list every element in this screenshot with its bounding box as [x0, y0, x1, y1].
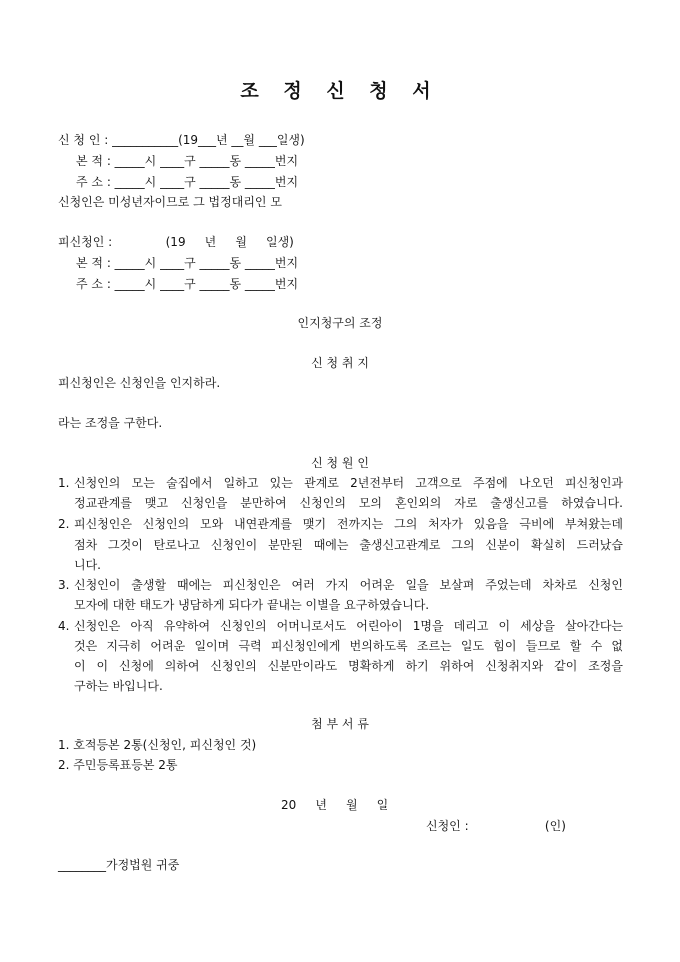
reason-line: 정교관계를 맺고 신청인을 분만하여 신청인의 모의 혼인외의 자로 출생신고를 하였습니다. — [74, 496, 623, 510]
applicant-guardian-line: 신청인은 미성년자이므로 그 법정대리인 모 — [58, 195, 282, 209]
document-title: 조 정 신 청 서 — [240, 80, 440, 102]
reason-line: 니다. — [74, 558, 101, 572]
reason-line: 것은 지극히 어려운 일이며 극력 피신청인에게 번의하도록 조르는 일도 힘이 들므로 할 수 없 — [74, 639, 623, 653]
reason-line: 이 이 신청에 의하여 신청인의 신분만이라도 명확하게 하기 위하여 신청취지와 같이 조정을 — [74, 659, 623, 673]
applicant-name-line: 신 청 인 : ___________(19___년 __월 ___일생) — [58, 133, 305, 147]
reason-line: 모자에 대한 태도가 냉담하게 되다가 끝내는 이별을 요구하였습니다. — [74, 598, 430, 612]
reason-number: 3. — [58, 578, 70, 592]
reason-line: 피신청인은 신청인의 모와 내연관계를 맺기 전까지는 그의 처자가 있음을 극비에 부쳐왔는데 — [74, 517, 623, 531]
applicant-domicile-line: 본 적 : _____시 ____구 _____동 _____번지 — [76, 154, 299, 168]
respondent-address-line: 주 소 : _____시 ____구 _____동 _____번지 — [76, 277, 299, 291]
reason-line: 신청인의 모는 술집에서 일하고 있는 관계로 2년전부터 고객으로 주점에 나오던 피신청인과 — [74, 476, 623, 490]
attachment-item: 1. 호적등본 2통(신청인, 피신청인 것) — [58, 738, 257, 752]
respondent-name-line: 피신청인 : (19 년 월 일생) — [58, 235, 294, 249]
date-line: 20 년 월 일 — [281, 798, 389, 812]
reason-number: 1. — [58, 476, 70, 490]
reason-line: 신청인이 출생할 때에는 피신청인은 여러 가지 어려운 일을 보살펴 주었는데 차차로 신청인 — [74, 578, 623, 592]
reason-line: 점차 그것이 탄로나고 신청인이 분만된 때에는 출생신고관계로 그의 신분이 확실히 드러났습 — [74, 538, 623, 552]
purpose-body: 피신청인은 신청인을 인지하라. — [58, 376, 221, 390]
reason-line: 구하는 바입니다. — [74, 679, 163, 693]
purpose-heading: 신 청 취 지 — [311, 356, 369, 370]
respondent-domicile-line: 본 적 : _____시 ____구 _____동 _____번지 — [76, 256, 299, 270]
case-title: 인지청구의 조정 — [297, 316, 383, 330]
reason-number: 2. — [58, 517, 70, 531]
purpose-closing: 라는 조정을 구한다. — [58, 416, 163, 430]
reason-line: 신청인은 아직 유약하여 신청인의 어머니로서도 어린아이 1명을 데리고 이 세상을 살아간다는 — [74, 619, 623, 633]
attachment-item: 2. 주민등록표등본 2통 — [58, 758, 178, 772]
attachments-heading: 첨 부 서 류 — [311, 717, 369, 731]
reasons-heading: 신 청 원 인 — [311, 456, 369, 470]
reason-number: 4. — [58, 619, 70, 633]
applicant-address-line: 주 소 : _____시 ____구 _____동 _____번지 — [76, 175, 299, 189]
signature-line: 신청인 : (인) — [426, 819, 566, 833]
court-line: ________가정법원 귀중 — [58, 858, 180, 872]
